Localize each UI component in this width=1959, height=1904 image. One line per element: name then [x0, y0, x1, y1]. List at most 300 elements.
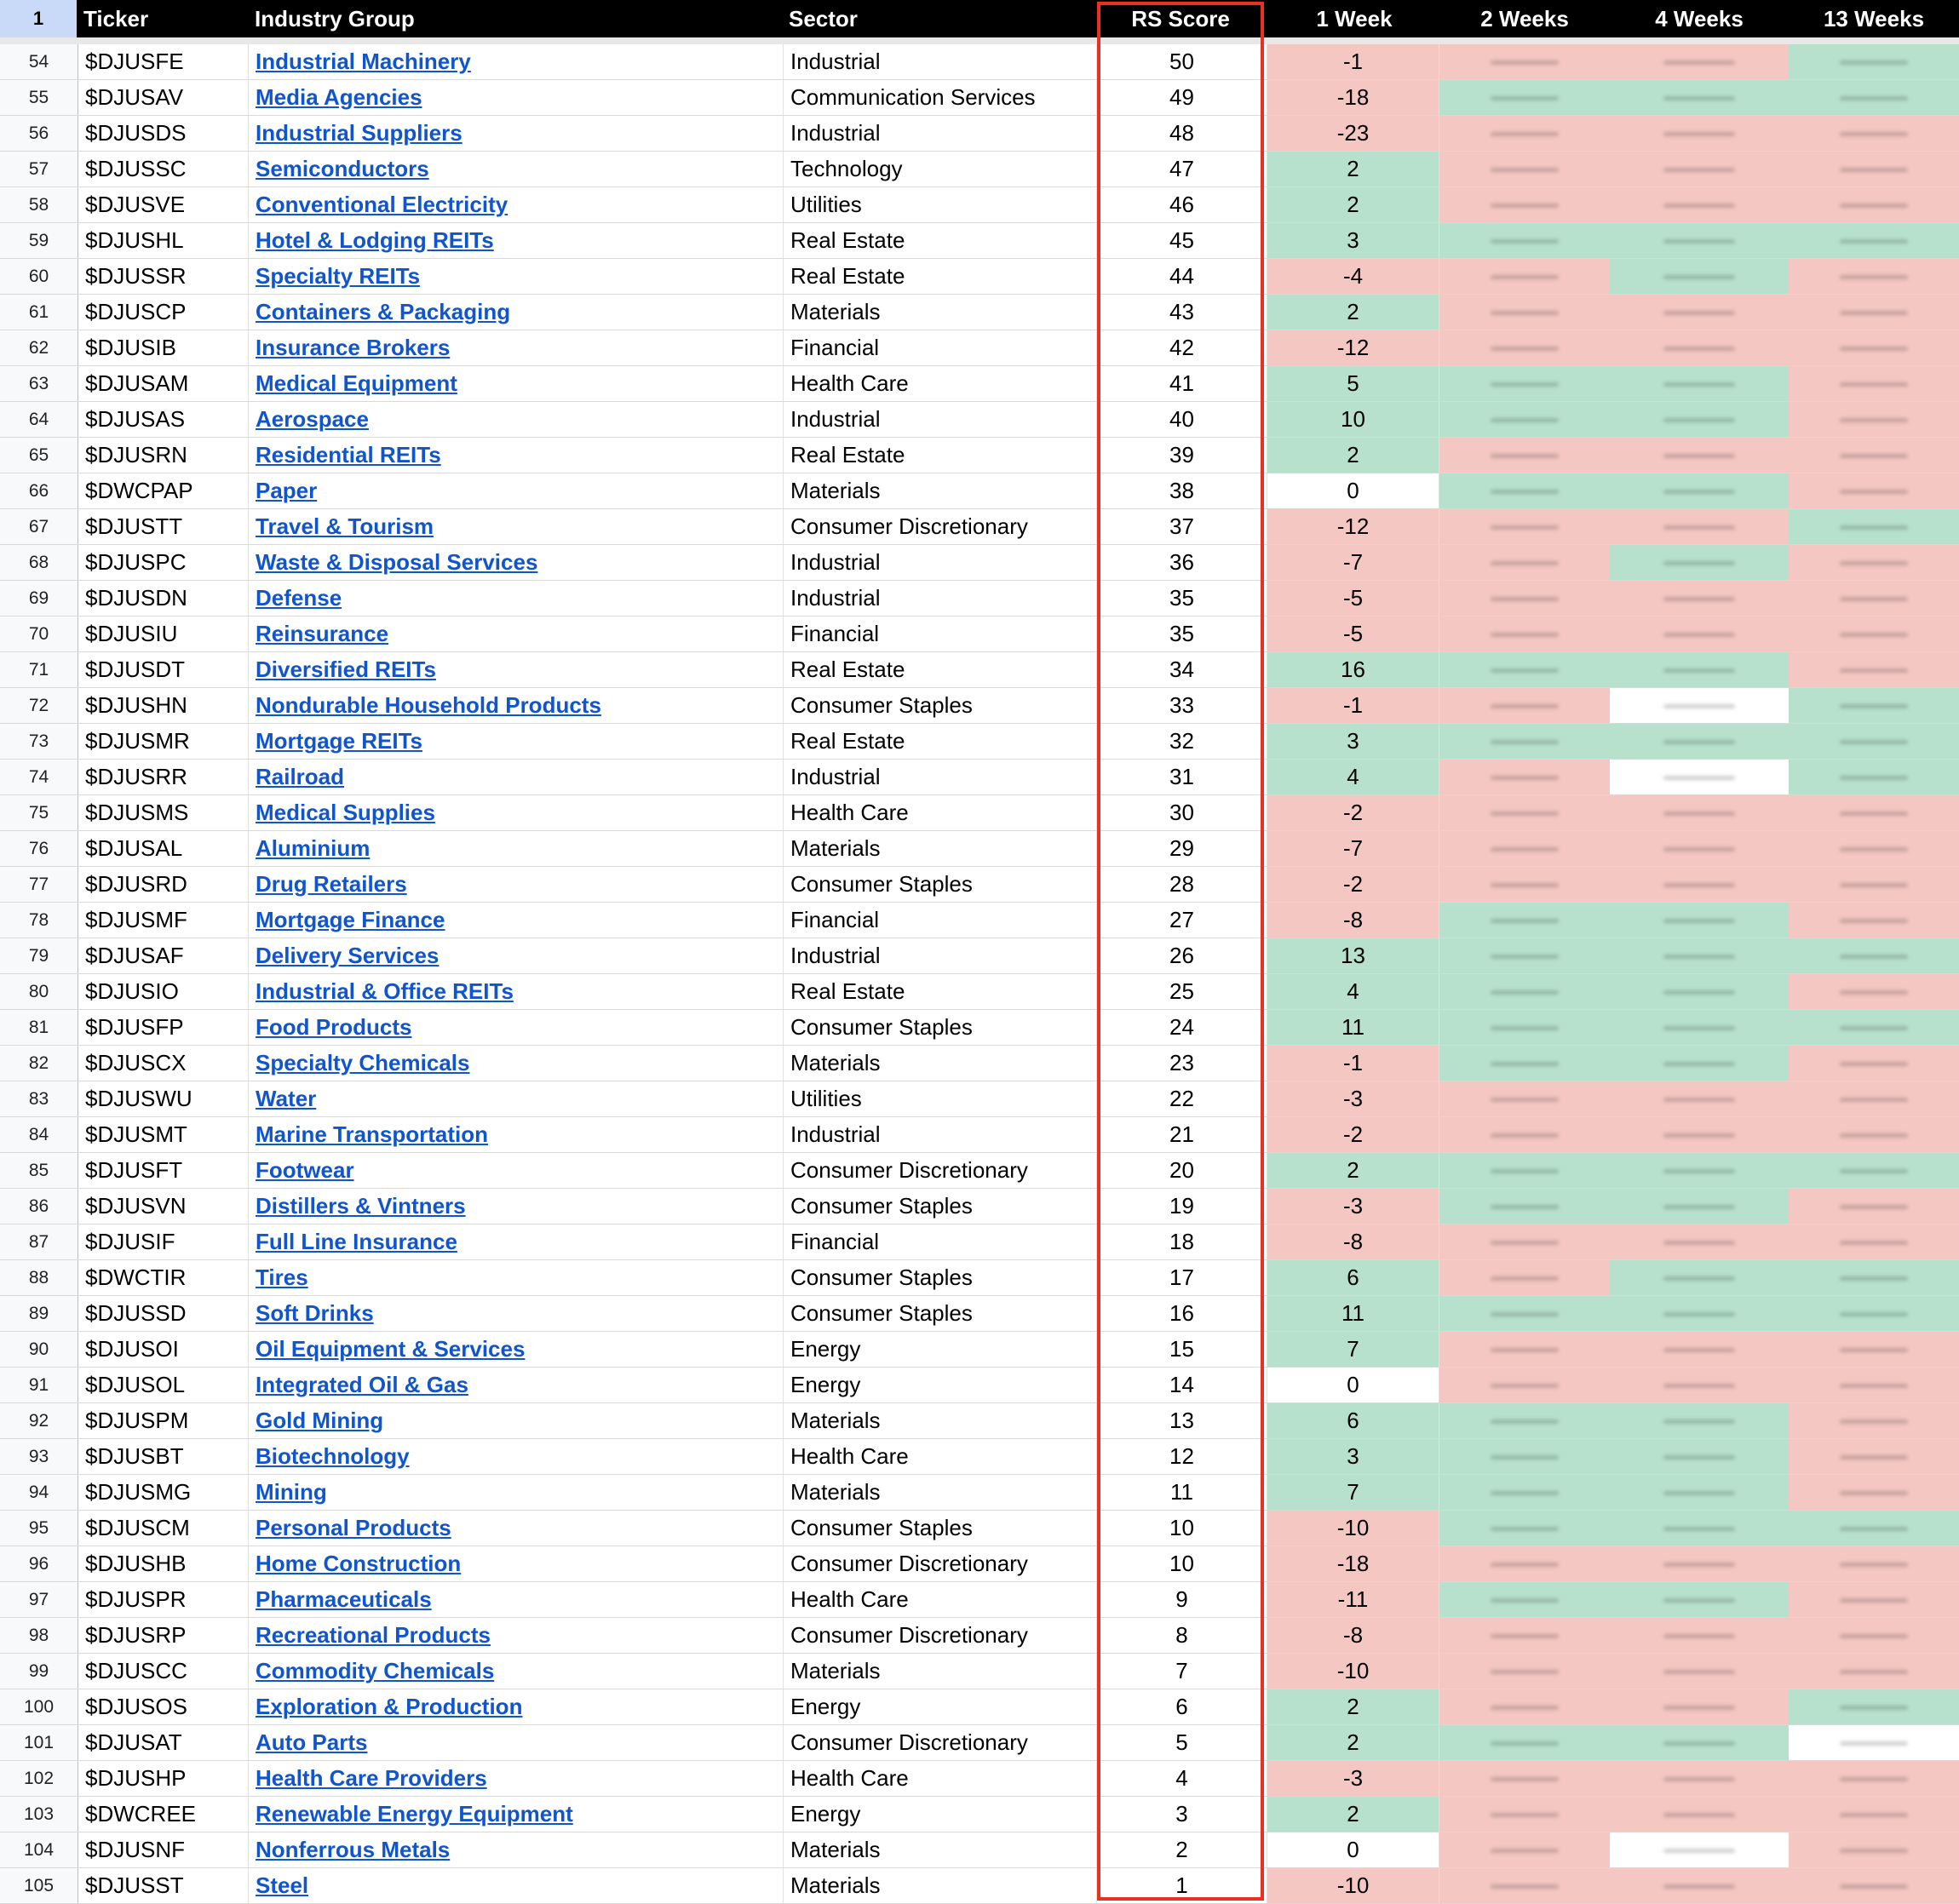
week13-change-cell[interactable] — [1789, 44, 1959, 79]
ticker-cell[interactable]: $DJUSFP — [78, 1010, 249, 1045]
rs-score-cell[interactable]: 17 — [1097, 1260, 1267, 1295]
row-number[interactable]: 61 — [0, 295, 78, 330]
sector-cell[interactable]: Consumer Discretionary — [784, 1546, 1097, 1581]
week2-change-cell[interactable] — [1439, 1475, 1610, 1510]
header-row-number[interactable]: 1 — [0, 0, 77, 37]
week4-change-cell[interactable] — [1610, 1797, 1789, 1832]
week13-change-cell[interactable] — [1789, 1725, 1959, 1760]
industry-group-link[interactable]: Specialty REITs — [256, 263, 421, 289]
week2-change-cell[interactable] — [1439, 545, 1610, 580]
week1-change-cell[interactable]: -8 — [1267, 903, 1439, 938]
week4-change-cell[interactable] — [1610, 1618, 1789, 1653]
sector-cell[interactable]: Utilities — [784, 187, 1097, 222]
ticker-cell[interactable]: $DJUSCX — [78, 1046, 249, 1081]
week4-change-cell[interactable] — [1610, 223, 1789, 258]
ticker-cell[interactable]: $DJUSSC — [78, 152, 249, 186]
ticker-cell[interactable]: $DWCREE — [78, 1797, 249, 1832]
row-number[interactable]: 103 — [0, 1797, 78, 1832]
week1-change-cell[interactable]: -2 — [1267, 795, 1439, 830]
week2-change-cell[interactable] — [1439, 652, 1610, 687]
rs-score-cell[interactable]: 43 — [1097, 295, 1267, 330]
week1-change-cell[interactable]: 13 — [1267, 938, 1439, 973]
week13-change-cell[interactable] — [1789, 1582, 1959, 1617]
sector-cell[interactable]: Health Care — [784, 1439, 1097, 1474]
sector-cell[interactable]: Materials — [784, 1046, 1097, 1081]
week1-change-cell[interactable]: 2 — [1267, 1797, 1439, 1832]
ticker-cell[interactable]: $DJUSHP — [78, 1761, 249, 1796]
ticker-cell[interactable]: $DJUSST — [78, 1868, 249, 1903]
week4-change-cell[interactable] — [1610, 1189, 1789, 1224]
industry-group-cell[interactable] — [249, 617, 784, 651]
industry-group-link[interactable]: Soft Drinks — [256, 1300, 374, 1326]
sector-cell[interactable]: Communication Services — [784, 80, 1097, 115]
industry-group-cell[interactable] — [249, 1868, 784, 1903]
week13-change-cell[interactable] — [1789, 1439, 1959, 1474]
industry-group-link[interactable]: Personal Products — [256, 1515, 451, 1540]
week1-change-cell[interactable]: 3 — [1267, 1439, 1439, 1474]
industry-group-cell[interactable] — [249, 724, 784, 759]
week1-change-cell[interactable]: -8 — [1267, 1618, 1439, 1653]
ticker-cell[interactable]: $DJUSCM — [78, 1511, 249, 1546]
industry-group-link[interactable]: Delivery Services — [256, 943, 439, 968]
industry-group-link[interactable]: Commodity Chemicals — [256, 1658, 495, 1683]
week2-change-cell[interactable] — [1439, 1725, 1610, 1760]
header-sector[interactable]: Sector — [789, 6, 858, 32]
week4-change-cell[interactable] — [1610, 545, 1789, 580]
row-number[interactable]: 79 — [0, 938, 78, 973]
week1-change-cell[interactable]: 2 — [1267, 295, 1439, 330]
week4-change-cell[interactable] — [1610, 1511, 1789, 1546]
week13-change-cell[interactable] — [1789, 1475, 1959, 1510]
industry-group-link[interactable]: Semiconductors — [256, 156, 429, 181]
week4-change-cell[interactable] — [1610, 1260, 1789, 1295]
week1-change-cell[interactable]: -3 — [1267, 1761, 1439, 1796]
week1-change-cell[interactable]: 6 — [1267, 1260, 1439, 1295]
week4-change-cell[interactable] — [1610, 366, 1789, 401]
week13-change-cell[interactable] — [1789, 1618, 1959, 1653]
industry-group-cell[interactable] — [249, 223, 784, 258]
week1-change-cell[interactable]: -18 — [1267, 1546, 1439, 1581]
week13-change-cell[interactable] — [1789, 1511, 1959, 1546]
week13-change-cell[interactable] — [1789, 1117, 1959, 1152]
ticker-cell[interactable]: $DJUSPR — [78, 1582, 249, 1617]
row-number[interactable]: 58 — [0, 187, 78, 222]
industry-group-link[interactable]: Mining — [256, 1479, 327, 1505]
industry-group-cell[interactable] — [249, 1511, 784, 1546]
header-industry-group[interactable]: Industry Group — [255, 6, 415, 32]
ticker-cell[interactable]: $DJUSMT — [78, 1117, 249, 1152]
week2-change-cell[interactable] — [1439, 473, 1610, 508]
sector-cell[interactable]: Materials — [784, 1403, 1097, 1438]
industry-group-link[interactable]: Food Products — [256, 1014, 412, 1040]
week4-change-cell[interactable] — [1610, 938, 1789, 973]
ticker-cell[interactable]: $DJUSDS — [78, 116, 249, 151]
industry-group-cell[interactable] — [249, 259, 784, 294]
week4-change-cell[interactable] — [1610, 1368, 1789, 1402]
rs-score-cell[interactable]: 29 — [1097, 831, 1267, 866]
row-number[interactable]: 54 — [0, 44, 78, 79]
rs-score-cell[interactable]: 37 — [1097, 509, 1267, 544]
row-number[interactable]: 88 — [0, 1260, 78, 1295]
row-number[interactable]: 69 — [0, 581, 78, 616]
week1-change-cell[interactable]: 7 — [1267, 1332, 1439, 1367]
industry-group-cell[interactable] — [249, 688, 784, 723]
week13-change-cell[interactable] — [1789, 438, 1959, 473]
rs-score-cell[interactable]: 21 — [1097, 1117, 1267, 1152]
week4-change-cell[interactable] — [1610, 1117, 1789, 1152]
week4-change-cell[interactable] — [1610, 116, 1789, 151]
ticker-cell[interactable]: $DJUSIF — [78, 1224, 249, 1259]
week2-change-cell[interactable] — [1439, 1832, 1610, 1867]
sector-cell[interactable]: Health Care — [784, 1761, 1097, 1796]
industry-group-link[interactable]: Railroad — [256, 764, 345, 789]
week13-change-cell[interactable] — [1789, 1689, 1959, 1724]
ticker-cell[interactable]: $DJUSWU — [78, 1081, 249, 1116]
industry-group-link[interactable]: Residential REITs — [256, 442, 441, 467]
week13-change-cell[interactable] — [1789, 1761, 1959, 1796]
row-number[interactable]: 105 — [0, 1868, 78, 1903]
week1-change-cell[interactable]: -11 — [1267, 1582, 1439, 1617]
week1-change-cell[interactable]: 4 — [1267, 974, 1439, 1009]
header-ticker[interactable]: Ticker — [83, 6, 149, 32]
row-number[interactable]: 89 — [0, 1296, 78, 1331]
week4-change-cell[interactable] — [1610, 1475, 1789, 1510]
row-number[interactable]: 95 — [0, 1511, 78, 1546]
week13-change-cell[interactable] — [1789, 1081, 1959, 1116]
week2-change-cell[interactable] — [1439, 1797, 1610, 1832]
week1-change-cell[interactable]: 11 — [1267, 1296, 1439, 1331]
industry-group-link[interactable]: Insurance Brokers — [256, 335, 451, 360]
industry-group-cell[interactable] — [249, 438, 784, 473]
week4-change-cell[interactable] — [1610, 259, 1789, 294]
sector-cell[interactable]: Consumer Staples — [784, 688, 1097, 723]
week13-change-cell[interactable] — [1789, 366, 1959, 401]
row-number[interactable]: 100 — [0, 1689, 78, 1724]
industry-group-cell[interactable] — [249, 1117, 784, 1152]
sector-cell[interactable]: Industrial — [784, 938, 1097, 973]
week4-change-cell[interactable] — [1610, 760, 1789, 794]
rs-score-cell[interactable]: 8 — [1097, 1618, 1267, 1653]
week2-change-cell[interactable] — [1439, 187, 1610, 222]
industry-group-cell[interactable] — [249, 509, 784, 544]
week4-change-cell[interactable] — [1610, 581, 1789, 616]
industry-group-cell[interactable] — [249, 938, 784, 973]
row-number[interactable]: 98 — [0, 1618, 78, 1653]
ticker-cell[interactable]: $DJUSAV — [78, 80, 249, 115]
week1-change-cell[interactable]: -8 — [1267, 1224, 1439, 1259]
ticker-cell[interactable]: $DJUSRN — [78, 438, 249, 473]
week13-change-cell[interactable] — [1789, 724, 1959, 759]
week4-change-cell[interactable] — [1610, 617, 1789, 651]
rs-score-cell[interactable]: 4 — [1097, 1761, 1267, 1796]
sector-cell[interactable]: Real Estate — [784, 652, 1097, 687]
industry-group-link[interactable]: Industrial & Office REITs — [256, 978, 514, 1004]
sector-cell[interactable]: Consumer Discretionary — [784, 1153, 1097, 1188]
industry-group-link[interactable]: Diversified REITs — [256, 657, 436, 682]
week2-change-cell[interactable] — [1439, 1761, 1610, 1796]
header-1-week[interactable]: 1 Week — [1316, 6, 1393, 32]
sector-cell[interactable]: Materials — [784, 1868, 1097, 1903]
industry-group-link[interactable]: Industrial Machinery — [256, 49, 471, 74]
ticker-cell[interactable]: $DWCTIR — [78, 1260, 249, 1295]
week1-change-cell[interactable]: 2 — [1267, 187, 1439, 222]
sector-cell[interactable]: Energy — [784, 1332, 1097, 1367]
rs-score-cell[interactable]: 33 — [1097, 688, 1267, 723]
week4-change-cell[interactable] — [1610, 688, 1789, 723]
week2-change-cell[interactable] — [1439, 1081, 1610, 1116]
week13-change-cell[interactable] — [1789, 1189, 1959, 1224]
industry-group-cell[interactable] — [249, 545, 784, 580]
week1-change-cell[interactable]: 2 — [1267, 1689, 1439, 1724]
ticker-cell[interactable]: $DJUSMG — [78, 1475, 249, 1510]
week13-change-cell[interactable] — [1789, 1403, 1959, 1438]
row-number[interactable]: 101 — [0, 1725, 78, 1760]
ticker-cell[interactable]: $DJUSOI — [78, 1332, 249, 1367]
industry-group-link[interactable]: Nondurable Household Products — [256, 692, 601, 718]
ticker-cell[interactable]: $DJUSCC — [78, 1654, 249, 1689]
sector-cell[interactable]: Consumer Staples — [784, 1511, 1097, 1546]
industry-group-cell[interactable] — [249, 187, 784, 222]
ticker-cell[interactable]: $DJUSVN — [78, 1189, 249, 1224]
row-number[interactable]: 59 — [0, 223, 78, 258]
rs-score-cell[interactable]: 40 — [1097, 402, 1267, 437]
week2-change-cell[interactable] — [1439, 1511, 1610, 1546]
ticker-cell[interactable]: $DJUSHL — [78, 223, 249, 258]
sector-cell[interactable]: Industrial — [784, 1117, 1097, 1152]
week2-change-cell[interactable] — [1439, 438, 1610, 473]
week4-change-cell[interactable] — [1610, 1725, 1789, 1760]
week4-change-cell[interactable] — [1610, 152, 1789, 186]
sector-cell[interactable]: Industrial — [784, 116, 1097, 151]
sector-cell[interactable]: Utilities — [784, 1081, 1097, 1116]
industry-group-link[interactable]: Aluminium — [256, 835, 371, 861]
week2-change-cell[interactable] — [1439, 402, 1610, 437]
week13-change-cell[interactable] — [1789, 867, 1959, 902]
row-number[interactable]: 80 — [0, 974, 78, 1009]
ticker-cell[interactable]: $DJUSAS — [78, 402, 249, 437]
sector-cell[interactable]: Consumer Staples — [784, 1189, 1097, 1224]
rs-score-cell[interactable]: 44 — [1097, 259, 1267, 294]
ticker-cell[interactable]: $DJUSDT — [78, 652, 249, 687]
rs-score-cell[interactable]: 2 — [1097, 1832, 1267, 1867]
week2-change-cell[interactable] — [1439, 760, 1610, 794]
week2-change-cell[interactable] — [1439, 688, 1610, 723]
industry-group-link[interactable]: Conventional Electricity — [256, 192, 508, 217]
ticker-cell[interactable]: $DJUSCP — [78, 295, 249, 330]
week4-change-cell[interactable] — [1610, 1582, 1789, 1617]
industry-group-link[interactable]: Specialty Chemicals — [256, 1050, 470, 1075]
ticker-cell[interactable]: $DJUSRD — [78, 867, 249, 902]
ticker-cell[interactable]: $DJUSIO — [78, 974, 249, 1009]
sector-cell[interactable]: Materials — [784, 295, 1097, 330]
week1-change-cell[interactable]: -10 — [1267, 1868, 1439, 1903]
week1-change-cell[interactable]: -10 — [1267, 1511, 1439, 1546]
industry-group-cell[interactable] — [249, 1618, 784, 1653]
week13-change-cell[interactable] — [1789, 1368, 1959, 1402]
industry-group-cell[interactable] — [249, 831, 784, 866]
week13-change-cell[interactable] — [1789, 831, 1959, 866]
week2-change-cell[interactable] — [1439, 867, 1610, 902]
week1-change-cell[interactable]: 0 — [1267, 473, 1439, 508]
rs-score-cell[interactable]: 10 — [1097, 1546, 1267, 1581]
week1-change-cell[interactable]: -2 — [1267, 867, 1439, 902]
week1-change-cell[interactable]: 0 — [1267, 1368, 1439, 1402]
week2-change-cell[interactable] — [1439, 617, 1610, 651]
industry-group-cell[interactable] — [249, 1296, 784, 1331]
week1-change-cell[interactable]: 2 — [1267, 438, 1439, 473]
week1-change-cell[interactable]: -3 — [1267, 1081, 1439, 1116]
rs-score-cell[interactable]: 22 — [1097, 1081, 1267, 1116]
week4-change-cell[interactable] — [1610, 295, 1789, 330]
ticker-cell[interactable]: $DJUSSD — [78, 1296, 249, 1331]
sector-cell[interactable]: Industrial — [784, 402, 1097, 437]
rs-score-cell[interactable]: 34 — [1097, 652, 1267, 687]
week1-change-cell[interactable]: -5 — [1267, 581, 1439, 616]
industry-group-cell[interactable] — [249, 1439, 784, 1474]
industry-group-cell[interactable] — [249, 1332, 784, 1367]
week1-change-cell[interactable]: 16 — [1267, 652, 1439, 687]
week2-change-cell[interactable] — [1439, 974, 1610, 1009]
ticker-cell[interactable]: $DJUSOL — [78, 1368, 249, 1402]
week13-change-cell[interactable] — [1789, 509, 1959, 544]
week2-change-cell[interactable] — [1439, 366, 1610, 401]
rs-score-cell[interactable]: 46 — [1097, 187, 1267, 222]
week2-change-cell[interactable] — [1439, 1582, 1610, 1617]
rs-score-cell[interactable]: 19 — [1097, 1189, 1267, 1224]
week13-change-cell[interactable] — [1789, 1832, 1959, 1867]
week13-change-cell[interactable] — [1789, 652, 1959, 687]
industry-group-cell[interactable] — [249, 1654, 784, 1689]
rs-score-cell[interactable]: 35 — [1097, 617, 1267, 651]
industry-group-cell[interactable] — [249, 330, 784, 365]
rs-score-cell[interactable]: 48 — [1097, 116, 1267, 151]
industry-group-cell[interactable] — [249, 1475, 784, 1510]
row-number[interactable]: 72 — [0, 688, 78, 723]
rs-score-cell[interactable]: 25 — [1097, 974, 1267, 1009]
industry-group-cell[interactable] — [249, 652, 784, 687]
week1-change-cell[interactable]: -23 — [1267, 116, 1439, 151]
week13-change-cell[interactable] — [1789, 259, 1959, 294]
row-number[interactable]: 84 — [0, 1117, 78, 1152]
sector-cell[interactable]: Consumer Staples — [784, 1296, 1097, 1331]
industry-group-cell[interactable] — [249, 1260, 784, 1295]
industry-group-link[interactable]: Recreational Products — [256, 1622, 491, 1648]
ticker-cell[interactable]: $DJUSMS — [78, 795, 249, 830]
row-number[interactable]: 102 — [0, 1761, 78, 1796]
rs-score-cell[interactable]: 1 — [1097, 1868, 1267, 1903]
week2-change-cell[interactable] — [1439, 831, 1610, 866]
sector-cell[interactable]: Health Care — [784, 1582, 1097, 1617]
week13-change-cell[interactable] — [1789, 80, 1959, 115]
sector-cell[interactable]: Consumer Discretionary — [784, 1725, 1097, 1760]
week1-change-cell[interactable]: -2 — [1267, 1117, 1439, 1152]
industry-group-link[interactable]: Medical Supplies — [256, 800, 435, 825]
sector-cell[interactable]: Energy — [784, 1689, 1097, 1724]
week1-change-cell[interactable]: -10 — [1267, 1654, 1439, 1689]
row-number[interactable]: 81 — [0, 1010, 78, 1045]
week4-change-cell[interactable] — [1610, 831, 1789, 866]
week2-change-cell[interactable] — [1439, 903, 1610, 938]
sector-cell[interactable]: Materials — [784, 473, 1097, 508]
week13-change-cell[interactable] — [1789, 152, 1959, 186]
week1-change-cell[interactable]: 2 — [1267, 152, 1439, 186]
week2-change-cell[interactable] — [1439, 724, 1610, 759]
industry-group-cell[interactable] — [249, 1725, 784, 1760]
sector-cell[interactable]: Technology — [784, 152, 1097, 186]
rs-score-cell[interactable]: 30 — [1097, 795, 1267, 830]
week2-change-cell[interactable] — [1439, 223, 1610, 258]
ticker-cell[interactable]: $DJUSTT — [78, 509, 249, 544]
industry-group-cell[interactable] — [249, 1582, 784, 1617]
week4-change-cell[interactable] — [1610, 402, 1789, 437]
industry-group-link[interactable]: Medical Equipment — [256, 370, 457, 396]
week4-change-cell[interactable] — [1610, 1046, 1789, 1081]
week13-change-cell[interactable] — [1789, 1224, 1959, 1259]
week2-change-cell[interactable] — [1439, 116, 1610, 151]
row-number[interactable]: 70 — [0, 617, 78, 651]
week2-change-cell[interactable] — [1439, 938, 1610, 973]
week2-change-cell[interactable] — [1439, 1117, 1610, 1152]
week1-change-cell[interactable]: 0 — [1267, 1832, 1439, 1867]
ticker-cell[interactable]: $DWCPAP — [78, 473, 249, 508]
ticker-cell[interactable]: $DJUSIU — [78, 617, 249, 651]
industry-group-cell[interactable] — [249, 1546, 784, 1581]
sector-cell[interactable]: Real Estate — [784, 724, 1097, 759]
ticker-cell[interactable]: $DJUSAT — [78, 1725, 249, 1760]
industry-group-link[interactable]: Pharmaceuticals — [256, 1586, 432, 1612]
week4-change-cell[interactable] — [1610, 652, 1789, 687]
row-number[interactable]: 68 — [0, 545, 78, 580]
industry-group-link[interactable]: Aerospace — [256, 406, 369, 432]
week4-change-cell[interactable] — [1610, 1868, 1789, 1903]
week4-change-cell[interactable] — [1610, 724, 1789, 759]
week2-change-cell[interactable] — [1439, 1403, 1610, 1438]
industry-group-cell[interactable] — [249, 152, 784, 186]
industry-group-link[interactable]: Health Care Providers — [256, 1765, 487, 1791]
ticker-cell[interactable]: $DJUSAM — [78, 366, 249, 401]
rs-score-cell[interactable]: 7 — [1097, 1654, 1267, 1689]
week13-change-cell[interactable] — [1789, 1797, 1959, 1832]
week1-change-cell[interactable]: 4 — [1267, 760, 1439, 794]
row-number[interactable]: 64 — [0, 402, 78, 437]
sector-cell[interactable]: Materials — [784, 1654, 1097, 1689]
industry-group-link[interactable]: Oil Equipment & Services — [256, 1336, 526, 1362]
row-number[interactable]: 92 — [0, 1403, 78, 1438]
rs-score-cell[interactable]: 47 — [1097, 152, 1267, 186]
week1-change-cell[interactable]: 10 — [1267, 402, 1439, 437]
rs-score-cell[interactable]: 49 — [1097, 80, 1267, 115]
week4-change-cell[interactable] — [1610, 1153, 1789, 1188]
row-number[interactable]: 60 — [0, 259, 78, 294]
week13-change-cell[interactable] — [1789, 938, 1959, 973]
industry-group-link[interactable]: Biotechnology — [256, 1443, 410, 1469]
ticker-cell[interactable]: $DJUSIB — [78, 330, 249, 365]
rs-score-cell[interactable]: 23 — [1097, 1046, 1267, 1081]
week1-change-cell[interactable]: -1 — [1267, 1046, 1439, 1081]
week13-change-cell[interactable] — [1789, 116, 1959, 151]
sector-cell[interactable]: Industrial — [784, 44, 1097, 79]
week4-change-cell[interactable] — [1610, 795, 1789, 830]
ticker-cell[interactable]: $DJUSSR — [78, 259, 249, 294]
week1-change-cell[interactable]: 11 — [1267, 1010, 1439, 1045]
sector-cell[interactable]: Health Care — [784, 366, 1097, 401]
week2-change-cell[interactable] — [1439, 1224, 1610, 1259]
week13-change-cell[interactable] — [1789, 903, 1959, 938]
week4-change-cell[interactable] — [1610, 80, 1789, 115]
rs-score-cell[interactable]: 15 — [1097, 1332, 1267, 1367]
ticker-cell[interactable]: $DJUSFT — [78, 1153, 249, 1188]
rs-score-cell[interactable]: 41 — [1097, 366, 1267, 401]
